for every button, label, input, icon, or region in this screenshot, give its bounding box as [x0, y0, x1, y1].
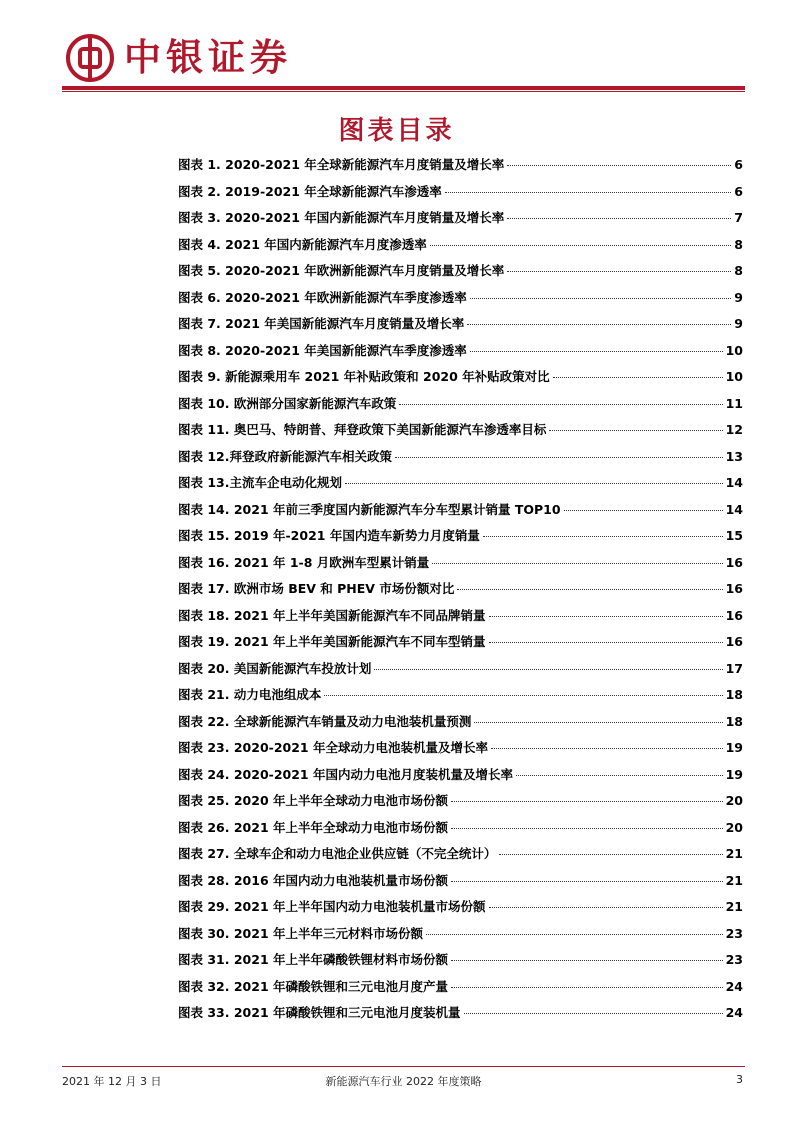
footer-date: 2021 年 12 月 3 日 — [62, 1075, 162, 1088]
toc-dot-leader — [499, 854, 722, 855]
toc-entry-label[interactable]: 图表 29. 2021 年上半年国内动力电池装机量市场份额 — [178, 899, 486, 914]
toc-entry-label[interactable]: 图表 27. 全球车企和动力电池企业供应链（不完全统计） — [178, 846, 497, 861]
toc-entry-label[interactable]: 图表 14. 2021 年前三季度国内新能源汽车分车型累计销量 TOP10 — [178, 501, 561, 517]
toc-entry-page[interactable]: 20 — [725, 793, 743, 808]
toc-entry-page[interactable]: 24 — [725, 978, 743, 994]
toc-entry-label[interactable]: 图表 5. 2020-2021 年欧洲新能源汽车月度销量及增长率 — [178, 263, 505, 278]
toc-dot-leader — [445, 192, 732, 193]
toc-entry-label[interactable]: 图表 13.主流车企电动化规划 — [178, 475, 342, 490]
toc-entry[interactable] — [178, 659, 743, 686]
toc-entry-page[interactable]: 19 — [725, 766, 743, 782]
toc-entry-label[interactable]: 图表 32. 2021 年磷酸铁锂和三元电池月度产量 — [178, 978, 448, 994]
toc-entry-page[interactable]: 14 — [725, 501, 743, 517]
toc-entry[interactable] — [178, 685, 743, 712]
toc-dot-leader — [489, 616, 723, 617]
toc-dot-leader — [516, 775, 723, 776]
toc-entry[interactable] — [178, 924, 743, 951]
toc-entry[interactable] — [178, 818, 743, 845]
toc-entry[interactable] — [178, 182, 743, 209]
toc-entry-label[interactable]: 图表 4. 2021 年国内新能源汽车月度渗透率 — [178, 236, 427, 252]
header-divider-thin — [62, 91, 745, 92]
toc-dot-leader — [507, 218, 731, 219]
toc-dot-leader — [451, 801, 723, 802]
toc-entry[interactable] — [178, 1003, 743, 1030]
toc-entry[interactable] — [178, 420, 743, 447]
toc-entry-label[interactable]: 图表 28. 2016 年国内动力电池装机量市场份额 — [178, 872, 448, 888]
toc-dot-leader — [491, 748, 723, 749]
toc-entry[interactable] — [178, 314, 743, 341]
toc-dot-leader — [470, 298, 732, 299]
toc-entry[interactable] — [178, 871, 743, 898]
toc-entry-page[interactable]: 6 — [734, 157, 743, 172]
toc-entry-page[interactable]: 12 — [725, 422, 743, 437]
toc-entry-label[interactable]: 图表 2. 2019-2021 年全球新能源汽车渗透率 — [178, 183, 442, 199]
toc-entry-label[interactable]: 图表 8. 2020-2021 年美国新能源汽车季度渗透率 — [178, 342, 467, 358]
toc-entry-page[interactable]: 11 — [725, 395, 743, 411]
toc-entry-label[interactable]: 图表 6. 2020-2021 年欧洲新能源汽车季度渗透率 — [178, 289, 467, 305]
toc-dot-leader — [374, 669, 722, 670]
toc-entry-label[interactable]: 图表 16. 2021 年 1-8 月欧洲车型累计销量 — [178, 554, 430, 570]
toc-dot-leader — [489, 907, 723, 908]
toc-entry-page[interactable]: 21 — [725, 846, 743, 861]
toc-dot-leader — [324, 695, 722, 696]
toc-dot-leader — [399, 404, 722, 405]
toc-entry[interactable] — [178, 844, 743, 871]
toc-dot-leader — [451, 881, 723, 882]
toc-dot-leader — [467, 324, 731, 325]
toc-title: 图表目录 — [338, 116, 455, 146]
toc-entry[interactable] — [178, 447, 743, 474]
toc-entry[interactable] — [178, 765, 743, 792]
toc-entry-page[interactable]: 9 — [734, 289, 743, 305]
toc-dot-leader — [483, 536, 723, 537]
toc-dot-leader — [507, 271, 731, 272]
toc-entry-page[interactable]: 21 — [725, 899, 743, 914]
toc-entry[interactable] — [178, 261, 743, 288]
footer-divider — [62, 1066, 745, 1067]
toc-entry[interactable] — [178, 738, 743, 765]
toc-entry-label[interactable]: 图表 10. 欧洲部分国家新能源汽车政策 — [178, 395, 397, 411]
toc-entry-page[interactable]: 9 — [734, 316, 743, 331]
toc-entry-page[interactable]: 16 — [725, 554, 743, 570]
bank-of-china-logo-icon — [66, 34, 114, 82]
toc-entry-page[interactable]: 23 — [725, 925, 743, 941]
toc-entry[interactable] — [178, 473, 743, 500]
toc-entry-label[interactable]: 图表 20. 美国新能源汽车投放计划 — [178, 660, 372, 676]
toc-entry[interactable] — [178, 977, 743, 1004]
toc-entry[interactable] — [178, 394, 743, 421]
toc-entry[interactable] — [178, 500, 743, 527]
toc-entry-label[interactable]: 图表 25. 2020 年上半年全球动力电池市场份额 — [178, 793, 448, 808]
toc-dot-leader — [464, 1013, 723, 1014]
toc-entry-label[interactable]: 图表 19. 2021 年上半年美国新能源汽车不同车型销量 — [178, 634, 486, 649]
toc-entry-page[interactable]: 10 — [725, 342, 743, 358]
toc-entry[interactable] — [178, 632, 743, 659]
toc-entry-label[interactable]: 图表 11. 奥巴马、特朗普、拜登政策下美国新能源汽车渗透率目标 — [178, 422, 547, 437]
toc-entry-page[interactable]: 18 — [725, 713, 743, 729]
toc-entry-page[interactable]: 16 — [725, 607, 743, 623]
toc-entry-label[interactable]: 图表 31. 2021 年上半年磷酸铁锂材料市场份额 — [178, 952, 448, 967]
toc-entry-page[interactable]: 16 — [725, 634, 743, 649]
toc-entry[interactable] — [178, 712, 743, 739]
toc-entry-page[interactable]: 24 — [725, 1005, 743, 1020]
toc-entry[interactable] — [178, 155, 743, 182]
toc-entry-label[interactable]: 图表 23. 2020-2021 年全球动力电池装机量及增长率 — [178, 740, 488, 755]
toc-entry[interactable] — [178, 235, 743, 262]
toc-dot-leader — [432, 563, 722, 564]
toc-entry[interactable] — [178, 897, 743, 924]
toc-entry-page[interactable]: 17 — [725, 660, 743, 676]
toc-entry-label[interactable]: 图表 33. 2021 年磷酸铁锂和三元电池月度装机量 — [178, 1005, 461, 1020]
toc-entry[interactable] — [178, 341, 743, 368]
toc-dot-leader — [451, 828, 723, 829]
toc-entry-label[interactable]: 图表 26. 2021 年上半年全球动力电池市场份额 — [178, 819, 448, 835]
footer-report-title: 新能源汽车行业 2022 年度策略 — [325, 1075, 482, 1088]
toc-dot-leader — [426, 934, 723, 935]
toc-entry[interactable] — [178, 791, 743, 818]
toc-entry-page[interactable]: 6 — [734, 183, 743, 199]
company-name: 中银证券 — [124, 36, 292, 79]
toc-entry-page[interactable]: 7 — [734, 210, 743, 225]
page-footer — [62, 1073, 745, 1091]
toc-dot-leader — [474, 722, 722, 723]
toc-entry[interactable] — [178, 208, 743, 235]
toc-entry-page[interactable]: 8 — [734, 263, 743, 278]
toc-entry-page[interactable]: 10 — [725, 369, 743, 384]
toc-dot-leader — [451, 987, 723, 988]
toc-entry-label[interactable]: 图表 1. 2020-2021 年全球新能源汽车月度销量及增长率 — [178, 157, 505, 172]
toc-entry-label[interactable]: 图表 15. 2019 年-2021 年国内造车新势力月度销量 — [178, 528, 480, 543]
toc-dot-leader — [549, 430, 722, 431]
toc-entry[interactable] — [178, 526, 743, 553]
toc-dot-leader — [430, 245, 732, 246]
toc-entry-label[interactable]: 图表 22. 全球新能源汽车销量及动力电池装机量预测 — [178, 713, 472, 729]
toc-entry[interactable] — [178, 606, 743, 633]
toc-entry-label[interactable]: 图表 17. 欧洲市场 BEV 和 PHEV 市场份额对比 — [178, 581, 455, 596]
toc-entry-page[interactable]: 23 — [725, 952, 743, 967]
toc-entry[interactable] — [178, 288, 743, 315]
toc-dot-leader — [489, 642, 723, 643]
toc-entry-label[interactable]: 图表 30. 2021 年上半年三元材料市场份额 — [178, 925, 423, 941]
toc-dot-leader — [451, 960, 723, 961]
toc-entry-page[interactable]: 21 — [725, 872, 743, 888]
toc-entry-page[interactable]: 8 — [734, 236, 743, 252]
header-divider — [62, 86, 745, 90]
toc-entry[interactable] — [178, 367, 743, 394]
toc-entry-page[interactable]: 18 — [725, 687, 743, 702]
toc-entry-page[interactable]: 14 — [725, 475, 743, 490]
toc-dot-leader — [564, 510, 723, 511]
toc-entry[interactable] — [178, 553, 743, 580]
toc-entry-page[interactable]: 20 — [725, 819, 743, 835]
toc-dot-leader — [345, 483, 723, 484]
toc-entry[interactable] — [178, 950, 743, 977]
toc-entry-page[interactable]: 19 — [725, 740, 743, 755]
company-logo — [66, 32, 292, 84]
footer-page-number: 3 — [736, 1073, 743, 1086]
toc-entry-page[interactable]: 13 — [725, 448, 743, 464]
toc-entry-page[interactable]: 16 — [725, 581, 743, 596]
toc-dot-leader — [553, 377, 723, 378]
toc-entry-label[interactable]: 图表 24. 2020-2021 年国内动力电池月度装机量及增长率 — [178, 766, 513, 782]
toc-entry-label[interactable]: 图表 9. 新能源乘用车 2021 年补贴政策和 2020 年补贴政策对比 — [178, 369, 550, 384]
toc-entry-label[interactable]: 图表 12.拜登政府新能源汽车相关政策 — [178, 448, 392, 464]
toc-dot-leader — [470, 351, 723, 352]
toc-dot-leader — [507, 165, 731, 166]
toc-entry-label[interactable]: 图表 7. 2021 年美国新能源汽车月度销量及增长率 — [178, 316, 465, 331]
toc-entry-label[interactable]: 图表 3. 2020-2021 年国内新能源汽车月度销量及增长率 — [178, 210, 505, 225]
table-of-figures — [178, 155, 743, 1030]
toc-dot-leader — [395, 457, 723, 458]
toc-entry[interactable] — [178, 579, 743, 606]
toc-entry-label[interactable]: 图表 18. 2021 年上半年美国新能源汽车不同品牌销量 — [178, 607, 486, 623]
toc-dot-leader — [457, 589, 722, 590]
toc-entry-page[interactable]: 15 — [725, 528, 743, 543]
toc-entry-label[interactable]: 图表 21. 动力电池组成本 — [178, 687, 322, 702]
